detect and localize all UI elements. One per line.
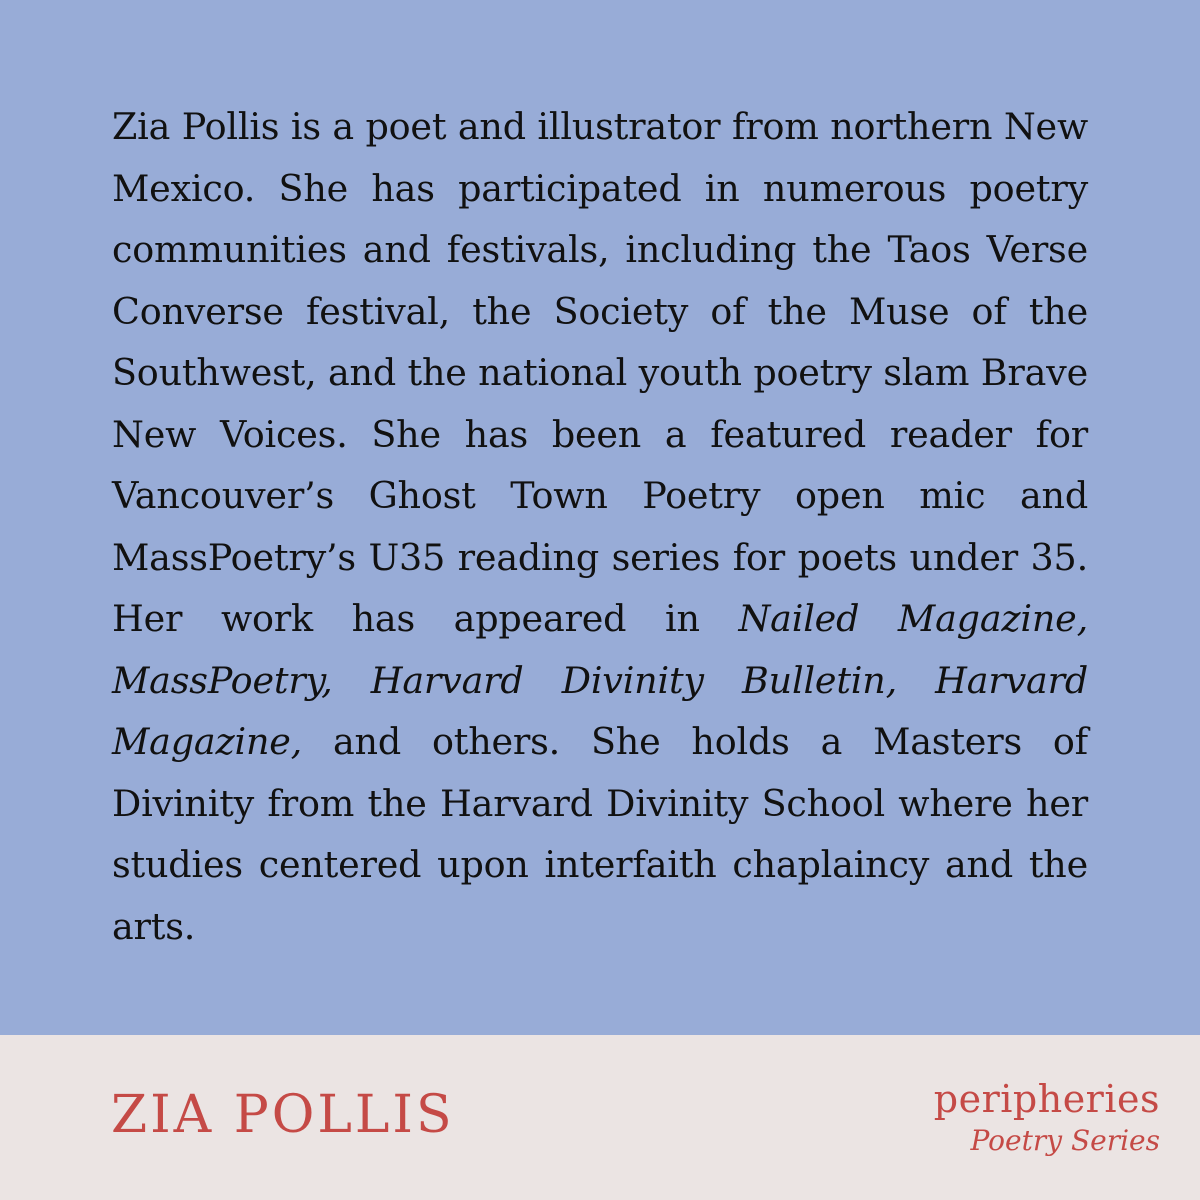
series-brand: [934, 1076, 1160, 1160]
bio-text-part1: Zia Pollis is a poet and illustrator from northern New Mexico. She has participated in numerous poetry communities and festivals, including the Taos Verse Converse festival, the Society of the Muse of the Southwest, and the national youth poetry slam Brave New Voices. She has been a featured reader for Vancouver’s Ghost Town Poetry open mic and MassPoetry’s U35 reading series for poets under 35. Her work has appeared in: [112, 105, 1088, 640]
series-name: peripheries: [933, 1077, 1160, 1121]
bio-paragraph: [112, 96, 1088, 957]
series-subtitle: Poetry Series: [970, 1124, 1160, 1157]
poet-name: ZIA POLLIS: [111, 1085, 455, 1145]
bio-text-part2: and others. She holds a Masters of Divinity from the Harvard Divinity School where her studies centered upon interfaith chaplaincy and the arts.: [112, 720, 1088, 948]
bio-publications: Nailed Magazine, MassPoetry, Harvard Divinity Bulletin, Harvard Magazine,: [112, 597, 1088, 763]
